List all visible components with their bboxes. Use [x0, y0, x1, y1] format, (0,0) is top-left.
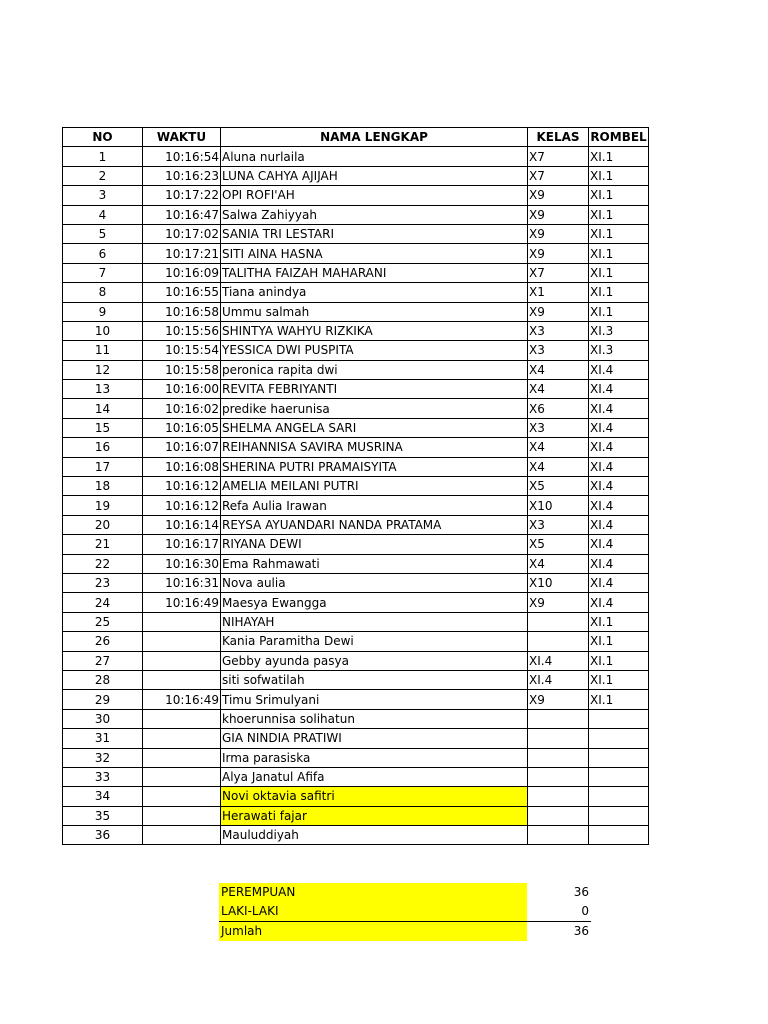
cell-no: 10	[63, 321, 143, 340]
cell-waktu: 10:16:58	[143, 302, 221, 321]
table-row	[63, 632, 649, 651]
cell-waktu: 10:16:07	[143, 438, 221, 457]
table-row	[63, 283, 649, 302]
cell-kelas	[528, 806, 589, 825]
cell-nama: siti sofwatilah	[221, 670, 528, 689]
cell-no: 9	[63, 302, 143, 321]
cell-waktu: 10:16:12	[143, 496, 221, 515]
table-row	[63, 186, 649, 205]
header-nama: NAMA LENGKAP	[221, 128, 528, 147]
cell-rombel	[589, 729, 649, 748]
cell-kelas: X4	[528, 360, 589, 379]
summary-row	[219, 902, 591, 922]
cell-rombel: XI.1	[589, 651, 649, 670]
cell-kelas	[528, 748, 589, 767]
cell-waktu: 10:16:08	[143, 457, 221, 476]
summary-value: 36	[573, 885, 589, 899]
cell-waktu	[143, 632, 221, 651]
cell-nama: SHELMA ANGELA SARI	[221, 418, 528, 437]
summary-label: LAKI-LAKI	[219, 902, 527, 922]
cell-kelas: X9	[528, 244, 589, 263]
cell-waktu: 10:16:49	[143, 593, 221, 612]
cell-kelas: X3	[528, 321, 589, 340]
cell-no: 16	[63, 438, 143, 457]
cell-no: 32	[63, 748, 143, 767]
cell-kelas	[528, 729, 589, 748]
cell-no: 2	[63, 166, 143, 185]
table-row	[63, 729, 649, 748]
cell-nama: Kania Paramitha Dewi	[221, 632, 528, 651]
table-row	[63, 554, 649, 573]
cell-waktu	[143, 670, 221, 689]
cell-no: 34	[63, 787, 143, 806]
table-row	[63, 535, 649, 554]
cell-waktu: 10:16:31	[143, 573, 221, 592]
cell-nama: SITI AINA HASNA	[221, 244, 528, 263]
cell-no: 35	[63, 806, 143, 825]
cell-kelas	[528, 632, 589, 651]
cell-no: 36	[63, 826, 143, 845]
cell-kelas	[528, 709, 589, 728]
cell-no: 25	[63, 612, 143, 631]
cell-rombel: XI.4	[589, 457, 649, 476]
cell-waktu: 10:15:58	[143, 360, 221, 379]
cell-waktu	[143, 826, 221, 845]
cell-kelas: X10	[528, 496, 589, 515]
cell-kelas: X7	[528, 166, 589, 185]
cell-no: 18	[63, 477, 143, 496]
cell-nama: predike haerunisa	[221, 399, 528, 418]
table-row	[63, 263, 649, 282]
header-rombel: ROMBEL	[589, 128, 649, 147]
cell-nama: TALITHA FAIZAH MAHARANI	[221, 263, 528, 282]
cell-waktu: 10:17:22	[143, 186, 221, 205]
table-row	[63, 380, 649, 399]
cell-no: 30	[63, 709, 143, 728]
cell-kelas: X9	[528, 186, 589, 205]
table-row	[63, 341, 649, 360]
cell-rombel	[589, 787, 649, 806]
table-row	[63, 806, 649, 825]
table-row	[63, 399, 649, 418]
cell-no: 3	[63, 186, 143, 205]
cell-no: 22	[63, 554, 143, 573]
table-row	[63, 573, 649, 592]
cell-no: 28	[63, 670, 143, 689]
cell-waktu: 10:16:47	[143, 205, 221, 224]
cell-kelas: X3	[528, 515, 589, 534]
cell-waktu: 10:16:12	[143, 477, 221, 496]
cell-no: 19	[63, 496, 143, 515]
cell-kelas: X4	[528, 554, 589, 573]
cell-waktu: 10:16:30	[143, 554, 221, 573]
cell-nama: khoerunnisa solihatun	[221, 709, 528, 728]
cell-rombel: XI.4	[589, 477, 649, 496]
cell-waktu: 10:16:00	[143, 380, 221, 399]
cell-nama: Ummu salmah	[221, 302, 528, 321]
table-row	[63, 767, 649, 786]
header-no: NO	[63, 128, 143, 147]
cell-no: 15	[63, 418, 143, 437]
cell-waktu: 10:16:14	[143, 515, 221, 534]
table-row	[63, 244, 649, 263]
cell-nama: Tiana anindya	[221, 283, 528, 302]
cell-nama: Ema Rahmawati	[221, 554, 528, 573]
cell-rombel: XI.1	[589, 186, 649, 205]
cell-kelas: X3	[528, 341, 589, 360]
cell-no: 11	[63, 341, 143, 360]
cell-nama: Aluna nurlaila	[221, 147, 528, 166]
cell-rombel: XI.1	[589, 147, 649, 166]
cell-nama: Refa Aulia Irawan	[221, 496, 528, 515]
cell-nama: GIA NINDIA PRATIWI	[221, 729, 528, 748]
cell-nama: Nova aulia	[221, 573, 528, 592]
cell-no: 17	[63, 457, 143, 476]
cell-no: 27	[63, 651, 143, 670]
cell-kelas: X9	[528, 302, 589, 321]
cell-rombel: XI.1	[589, 263, 649, 282]
cell-waktu: 10:16:23	[143, 166, 221, 185]
cell-rombel: XI.4	[589, 438, 649, 457]
table-row	[63, 438, 649, 457]
cell-kelas	[528, 826, 589, 845]
table-row	[63, 651, 649, 670]
cell-rombel: XI.4	[589, 573, 649, 592]
cell-no: 14	[63, 399, 143, 418]
table-row	[63, 418, 649, 437]
cell-nama: peronica rapita dwi	[221, 360, 528, 379]
cell-rombel: XI.1	[589, 302, 649, 321]
table-row	[63, 477, 649, 496]
cell-kelas: X10	[528, 573, 589, 592]
cell-kelas: X4	[528, 438, 589, 457]
cell-kelas	[528, 612, 589, 631]
cell-rombel: XI.4	[589, 418, 649, 437]
cell-no: 7	[63, 263, 143, 282]
table-row	[63, 496, 649, 515]
cell-rombel: XI.1	[589, 166, 649, 185]
cell-nama: SHINTYA WAHYU RIZKIKA	[221, 321, 528, 340]
cell-waktu	[143, 806, 221, 825]
summary-label: Jumlah	[219, 922, 527, 942]
cell-no: 21	[63, 535, 143, 554]
cell-kelas: X9	[528, 205, 589, 224]
cell-no: 31	[63, 729, 143, 748]
cell-nama: Alya Janatul Afifa	[221, 767, 528, 786]
cell-nama: REVITA FEBRIYANTI	[221, 380, 528, 399]
cell-no: 4	[63, 205, 143, 224]
cell-nama: Timu Srimulyani	[221, 690, 528, 709]
table-row	[63, 321, 649, 340]
cell-waktu: 10:16:02	[143, 399, 221, 418]
cell-rombel: XI.4	[589, 535, 649, 554]
cell-waktu: 10:17:02	[143, 224, 221, 243]
cell-rombel	[589, 709, 649, 728]
table-row	[63, 515, 649, 534]
cell-waktu: 10:15:56	[143, 321, 221, 340]
cell-nama: Gebby ayunda pasya	[221, 651, 528, 670]
attendance-table	[62, 127, 649, 845]
cell-kelas: X4	[528, 457, 589, 476]
cell-waktu: 10:16:55	[143, 283, 221, 302]
cell-waktu	[143, 709, 221, 728]
cell-rombel: XI.1	[589, 205, 649, 224]
cell-nama: Maesya Ewangga	[221, 593, 528, 612]
cell-kelas: X9	[528, 224, 589, 243]
cell-kelas: X9	[528, 690, 589, 709]
table-row	[63, 457, 649, 476]
table-row	[63, 205, 649, 224]
cell-nama: LUNA CAHYA AJIJAH	[221, 166, 528, 185]
cell-kelas: X1	[528, 283, 589, 302]
cell-no: 1	[63, 147, 143, 166]
cell-rombel	[589, 748, 649, 767]
cell-rombel	[589, 806, 649, 825]
cell-kelas	[528, 767, 589, 786]
cell-no: 8	[63, 283, 143, 302]
cell-waktu	[143, 729, 221, 748]
cell-nama: SHERINA PUTRI PRAMAISYITA	[221, 457, 528, 476]
cell-nama: Herawati fajar	[221, 806, 528, 825]
cell-rombel: XI.1	[589, 632, 649, 651]
cell-rombel: XI.4	[589, 380, 649, 399]
cell-rombel	[589, 826, 649, 845]
table-row	[63, 593, 649, 612]
cell-no: 5	[63, 224, 143, 243]
cell-nama: YESSICA DWI PUSPITA	[221, 341, 528, 360]
cell-waktu: 10:16:09	[143, 263, 221, 282]
table-row	[63, 826, 649, 845]
cell-no: 6	[63, 244, 143, 263]
summary-row	[219, 922, 591, 942]
cell-waktu: 10:16:05	[143, 418, 221, 437]
cell-no: 20	[63, 515, 143, 534]
cell-kelas: XI.4	[528, 651, 589, 670]
cell-kelas: X4	[528, 380, 589, 399]
cell-no: 29	[63, 690, 143, 709]
cell-waktu: 10:15:54	[143, 341, 221, 360]
cell-kelas: X6	[528, 399, 589, 418]
summary-value: 36	[573, 924, 589, 938]
cell-no: 12	[63, 360, 143, 379]
cell-no: 13	[63, 380, 143, 399]
cell-rombel: XI.4	[589, 399, 649, 418]
table-row	[63, 748, 649, 767]
cell-nama: REYSA AYUANDARI NANDA PRATAMA	[221, 515, 528, 534]
summary-label: PEREMPUAN	[219, 883, 527, 902]
header-row	[63, 128, 649, 147]
summary-row	[219, 883, 591, 902]
summary-value: 0	[527, 902, 591, 922]
cell-kelas	[528, 787, 589, 806]
cell-waktu	[143, 748, 221, 767]
cell-rombel	[589, 767, 649, 786]
cell-kelas: X3	[528, 418, 589, 437]
cell-rombel: XI.4	[589, 360, 649, 379]
header-kelas: KELAS	[528, 128, 589, 147]
cell-kelas: X7	[528, 263, 589, 282]
table-row	[63, 709, 649, 728]
cell-rombel: XI.1	[589, 224, 649, 243]
table-row	[63, 302, 649, 321]
cell-waktu: 10:16:54	[143, 147, 221, 166]
header-waktu: WAKTU	[143, 128, 221, 147]
cell-waktu: 10:16:49	[143, 690, 221, 709]
cell-kelas: XI.4	[528, 670, 589, 689]
table-row	[63, 612, 649, 631]
cell-nama: Novi oktavia safitri	[221, 787, 528, 806]
summary-table	[219, 883, 591, 941]
cell-nama: Salwa Zahiyyah	[221, 205, 528, 224]
cell-kelas: X7	[528, 147, 589, 166]
cell-rombel: XI.1	[589, 244, 649, 263]
cell-rombel: XI.1	[589, 670, 649, 689]
cell-rombel: XI.1	[589, 612, 649, 631]
cell-nama: REIHANNISA SAVIRA MUSRINA	[221, 438, 528, 457]
table-row	[63, 147, 649, 166]
cell-rombel: XI.4	[589, 496, 649, 515]
cell-waktu	[143, 767, 221, 786]
cell-kelas: X5	[528, 535, 589, 554]
cell-waktu: 10:17:21	[143, 244, 221, 263]
cell-nama: SANIA TRI LESTARI	[221, 224, 528, 243]
cell-rombel: XI.1	[589, 690, 649, 709]
cell-rombel: XI.3	[589, 321, 649, 340]
table-row	[63, 224, 649, 243]
cell-nama: Irma parasiska	[221, 748, 528, 767]
cell-rombel: XI.1	[589, 283, 649, 302]
cell-rombel: XI.4	[589, 554, 649, 573]
cell-nama: RIYANA DEWI	[221, 535, 528, 554]
cell-nama: NIHAYAH	[221, 612, 528, 631]
cell-rombel: XI.4	[589, 515, 649, 534]
table-row	[63, 690, 649, 709]
cell-nama: AMELIA MEILANI PUTRI	[221, 477, 528, 496]
cell-no: 26	[63, 632, 143, 651]
cell-rombel: XI.4	[589, 593, 649, 612]
cell-kelas: X9	[528, 593, 589, 612]
cell-rombel: XI.3	[589, 341, 649, 360]
cell-waktu	[143, 651, 221, 670]
table-row	[63, 670, 649, 689]
cell-no: 33	[63, 767, 143, 786]
table-row	[63, 360, 649, 379]
cell-nama: Mauluddiyah	[221, 826, 528, 845]
table-row	[63, 787, 649, 806]
cell-waktu	[143, 612, 221, 631]
cell-nama: OPI ROFI'AH	[221, 186, 528, 205]
cell-waktu: 10:16:17	[143, 535, 221, 554]
cell-waktu	[143, 787, 221, 806]
cell-no: 23	[63, 573, 143, 592]
cell-no: 24	[63, 593, 143, 612]
table-row	[63, 166, 649, 185]
cell-kelas: X5	[528, 477, 589, 496]
